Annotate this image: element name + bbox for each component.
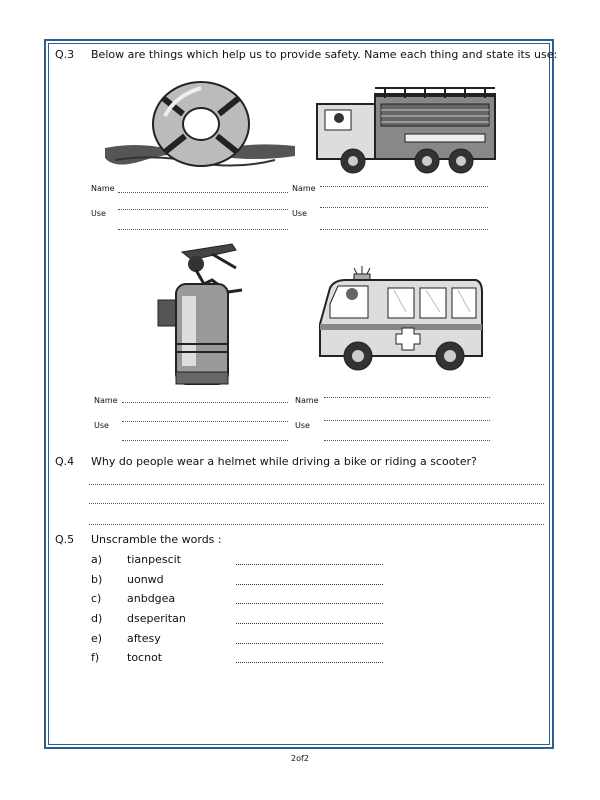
lifebuoy-icon — [105, 76, 295, 172]
name-label-4: Name — [295, 396, 319, 405]
q4-question: Why do people wear a helmet while driving a bike or riding a scooter? — [91, 455, 477, 468]
name-line-3 — [122, 402, 288, 403]
q3-number: Q.3 — [55, 48, 75, 61]
fire-engine-icon — [315, 76, 500, 176]
unscramble-answer-line — [236, 603, 383, 604]
q5-number: Q.5 — [55, 533, 75, 546]
answer-line-1 — [89, 484, 544, 485]
unscramble-answer-line — [236, 623, 383, 624]
name-label-2: Name — [292, 184, 316, 193]
unscramble-letter: f) — [91, 651, 100, 664]
unscramble-word: dseperitan — [127, 612, 186, 625]
page-number: 2of2 — [291, 754, 309, 763]
unscramble-letter: c) — [91, 592, 102, 605]
name-line-4 — [324, 397, 490, 398]
unscramble-letter: a) — [91, 553, 103, 566]
use-label-1: Use — [91, 209, 106, 218]
answer-line-2 — [89, 503, 544, 504]
unscramble-letter: e) — [91, 632, 103, 645]
unscramble-answer-line — [236, 643, 383, 644]
fire-extinguisher-icon — [152, 240, 252, 388]
unscramble-answer-line — [236, 564, 383, 565]
name-label-3: Name — [94, 396, 118, 405]
use-line-3a — [122, 421, 288, 422]
use-line-2b — [320, 229, 488, 230]
use-line-3b — [122, 440, 288, 441]
use-label-3: Use — [94, 421, 109, 430]
use-label-4: Use — [295, 421, 310, 430]
use-label-2: Use — [292, 209, 307, 218]
ambulance-icon — [316, 264, 484, 374]
answer-line-3 — [89, 524, 544, 525]
q4-number: Q.4 — [55, 455, 75, 468]
unscramble-answer-line — [236, 584, 383, 585]
unscramble-word: aftesy — [127, 632, 161, 645]
unscramble-letter: b) — [91, 573, 103, 586]
use-line-4b — [324, 440, 490, 441]
unscramble-letter: d) — [91, 612, 103, 625]
unscramble-word: uonwd — [127, 573, 164, 586]
name-line-2 — [320, 186, 488, 187]
name-line-1 — [118, 192, 288, 193]
use-line-4a — [324, 420, 490, 421]
q3-question: Below are things which help us to provide safety. Name each thing and state its use: — [91, 48, 558, 61]
unscramble-answer-line — [236, 662, 383, 663]
unscramble-word: tianpescit — [127, 553, 181, 566]
q5-question: Unscramble the words : — [91, 533, 222, 546]
name-label-1: Name — [91, 184, 115, 193]
use-line-1a — [118, 209, 288, 210]
unscramble-word: anbdgea — [127, 592, 176, 605]
use-line-2a — [320, 207, 488, 208]
use-line-1b — [118, 229, 288, 230]
unscramble-word: tocnot — [127, 651, 163, 664]
